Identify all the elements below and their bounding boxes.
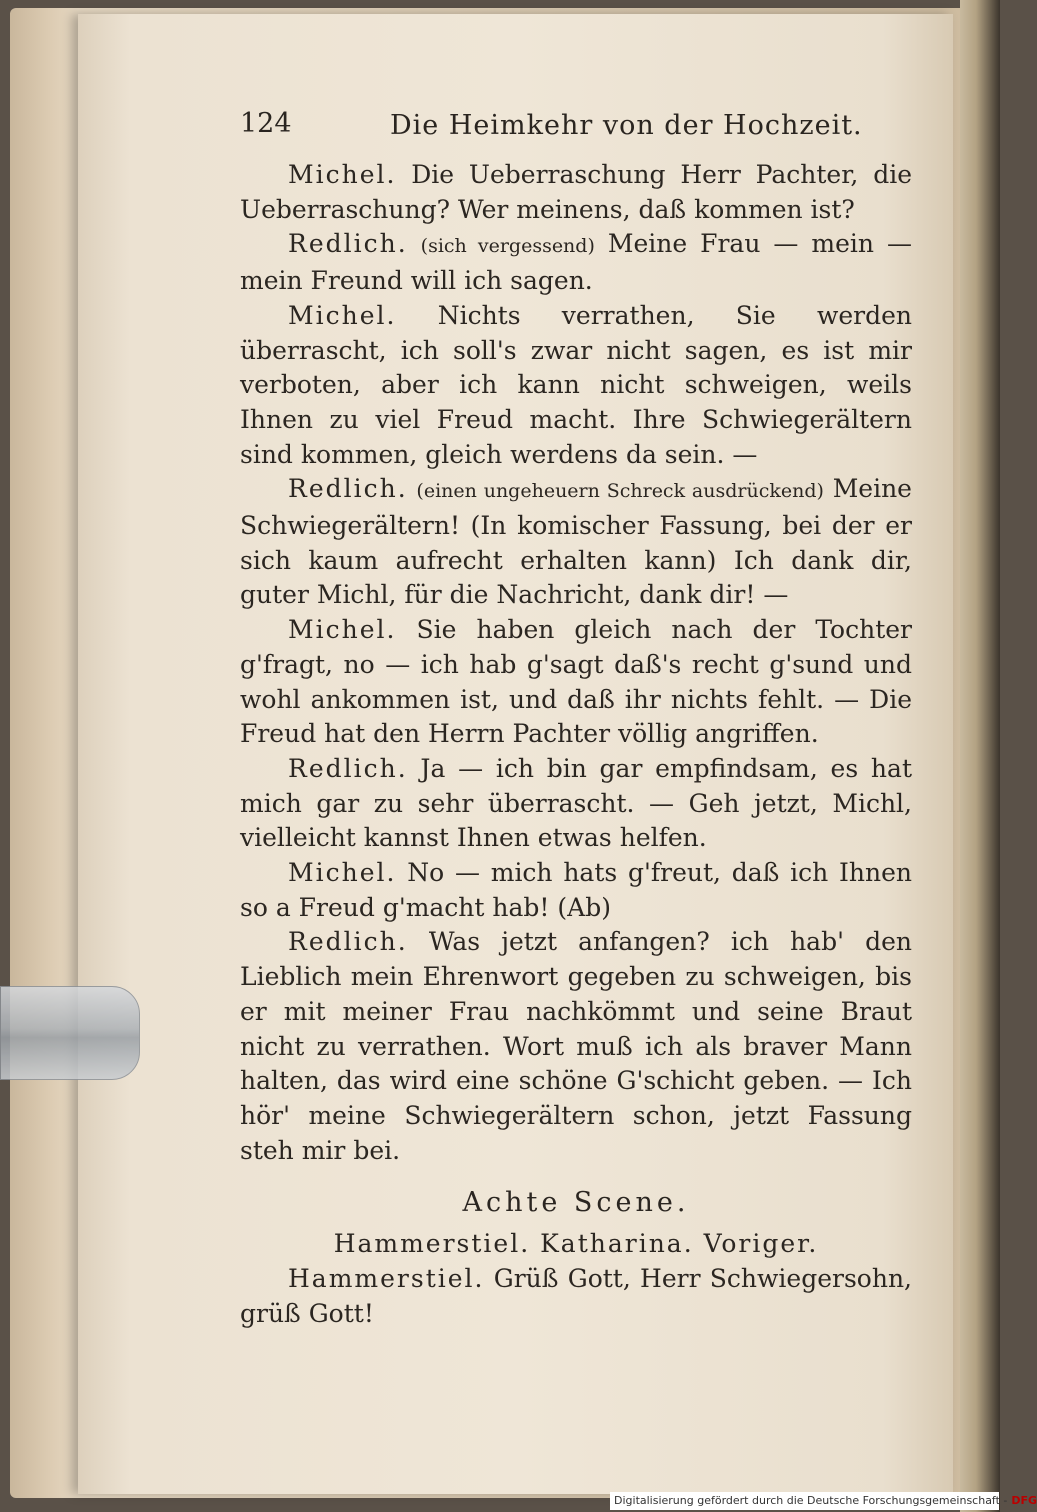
dialogue-text: Meine Schwiegerältern! (In komischer Fassung, bei der er sich kaum aufrecht erhalten kann) Ich dank dir, guter Michl, für die Nachricht, dank dir! — (240, 474, 912, 610)
footer-text: Digitalisierung gefördert durch die Deutsche Forschungsgemeinschaft - (614, 1494, 1008, 1507)
speaker-name: Redlich. (288, 474, 408, 504)
dialogue-text: Nichts verrathen, Sie werden überrascht, ich soll's zwar nicht sagen, es ist mir verboten, aber ich kann nicht schweigen, weils Ihnen zu viel Freud macht. Ihre Schwiegerältern sind kommen, gleich werdens da sein. — (240, 300, 912, 469)
page-body (240, 158, 912, 1331)
speaker-name: Michel. (288, 300, 397, 330)
dialogue-paragraph (240, 158, 912, 227)
running-title: Die Heimkehr von der Hochzeit. (390, 110, 863, 141)
speaker-name: Michel. (288, 858, 397, 888)
dialogue-text: Was jetzt anfangen? ich hab' den Lieblich mein Ehrenwort gegeben zu schweigen, bis er mit meiner Frau nachkömmt und seine Braut nicht zu verrathen. Wort muß ich als braver Mann halten, das wird eine schöne G'schicht geben. — Ich hör' meine Schwiegerältern schon, jetzt Fassung steh mir bei. (240, 927, 912, 1165)
dialogue-text: Grüß Gott, Herr Schwiegersohn, grüß Gott! (240, 1263, 912, 1328)
dialogue-text: Sie haben gleich nach der Tochter g'fragt, no — ich hab g'sagt daß's recht g'sund und wohl ankommen ist, und daß ihr nichts fehlt. — Die Freud hat den Herrn Pachter völlig angriffen. (240, 615, 912, 749)
dialogue-paragraph (240, 613, 912, 752)
digitization-footer (610, 1492, 1037, 1510)
dialogue-paragraph (240, 925, 912, 1168)
dialogue-paragraph (240, 1262, 912, 1331)
dialogue-text: Ja — ich bin gar empfindsam, es hat mich gar zu sehr überrascht. — Geh jetzt, Michl, vielleicht kannst Ihnen etwas helfen. (240, 753, 912, 853)
speaker-name: Michel. (288, 160, 397, 189)
dialogue-text: Meine Frau — mein — mein Freund will ich sagen. (240, 229, 912, 296)
speaker-name: Redlich. (288, 927, 408, 957)
page-clip (0, 986, 140, 1080)
page-number: 124 (240, 108, 292, 139)
speaker-name: Redlich. (288, 229, 408, 259)
dfg-logo: DFG (1011, 1494, 1037, 1507)
dialogue-paragraph (240, 227, 912, 298)
speaker-name: Michel. (288, 615, 397, 645)
dialogue-paragraph (240, 752, 912, 856)
dialogue-text: Die Ueberraschung Herr Pachter, die Ueberraschung? Wer meinens, daß kommen ist? (240, 160, 912, 224)
stage-direction: (sich vergessend) (420, 235, 595, 258)
dialogue-paragraph (240, 472, 912, 613)
page-header (240, 108, 930, 148)
scene-title: Achte Scene. (462, 1187, 690, 1219)
speaker-name: Redlich. (288, 753, 408, 783)
book-spine (960, 0, 1000, 1512)
speaker-name: Hammerstiel. (288, 1263, 485, 1293)
dialogue-paragraph (240, 299, 912, 473)
scene-persons: Hammerstiel. Katharina. Voriger. (333, 1229, 819, 1259)
dialogue-text: No — mich hats g'freut, daß ich Ihnen so a Freud g'macht hab! (Ab) (240, 858, 913, 922)
stage-direction: (einen ungeheuern Schreck ausdrückend) (416, 480, 824, 503)
dialogue-paragraph (240, 856, 912, 925)
